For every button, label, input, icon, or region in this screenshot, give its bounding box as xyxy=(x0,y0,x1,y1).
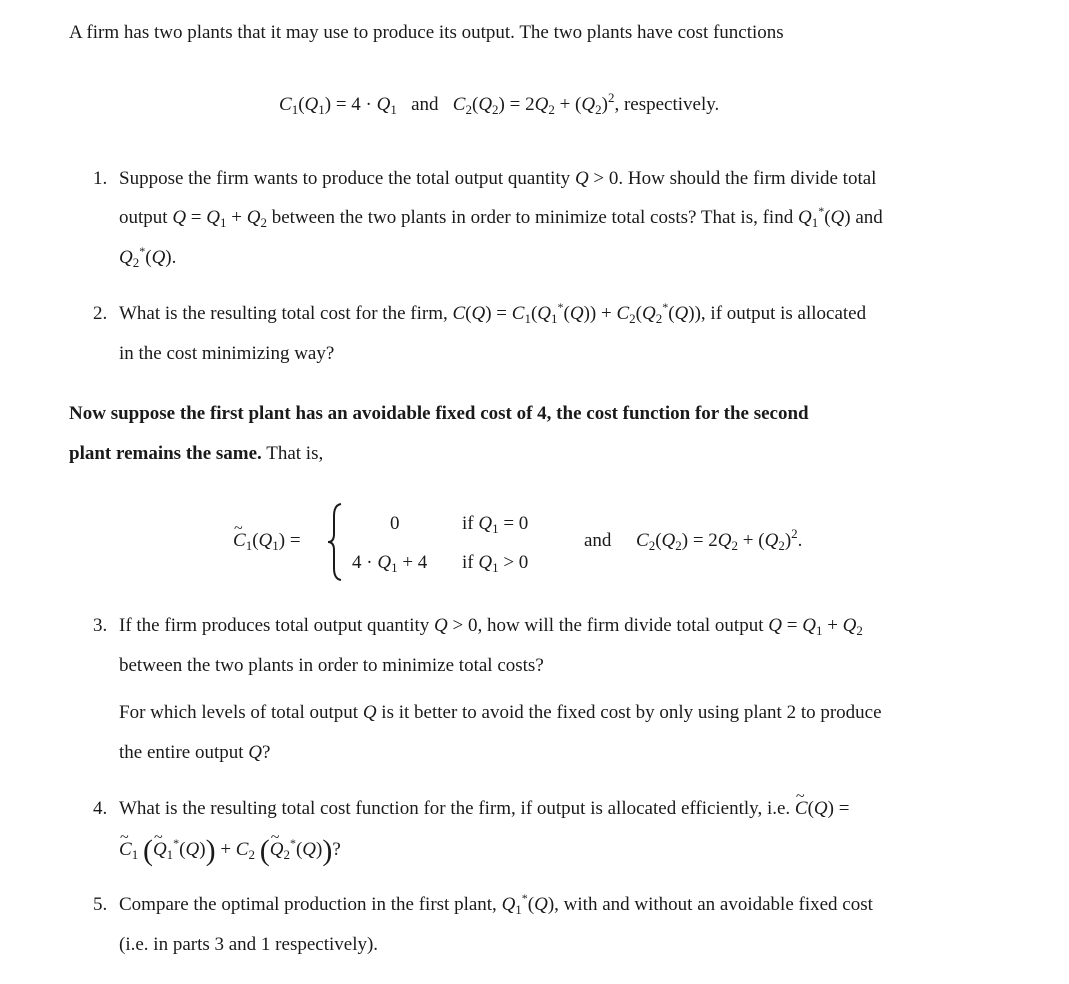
q2-line2: in the cost minimizing way? xyxy=(119,343,335,364)
cost-functions-equation: $C_1(Q_1) = 4 \cdot Q_1$ and $C_2(Q_2) = 2Q_2 + (Q_2)^2$, respectively. xyxy=(279,90,720,117)
q3-line3: For which levels of total output Q is it better to avoid the fixed cost by only using plant 2 to produce xyxy=(119,702,882,723)
q1-line2: output $Q = Q_1 + Q_2$ between the two plants in order to minimize total costs? That is, find $Q_1^*(Q)$ and xyxy=(119,204,883,230)
q4-line2: ~ $C_1$ (~ $Q_1^*(Q)) + C_2$ (~ $Q_2^*(Q)$)? xyxy=(119,838,341,863)
piecewise-lhs: ~ $C_1(Q_1)$ = xyxy=(233,529,301,553)
q5-number: 5. xyxy=(93,894,108,915)
eq1-and: and xyxy=(411,94,439,115)
case1-value: 0 xyxy=(390,513,400,534)
q1-line3: $Q_2^*(Q)$. xyxy=(119,244,177,270)
q3-line4: the entire output Q? xyxy=(119,742,271,763)
q5-line1: Compare the optimal production in the first plant, $Q_1^*(Q)$, with and without an avoidable fixed cost xyxy=(119,891,873,917)
q2-line1: What is the resulting total cost for the firm, $C(Q) = C_1(Q_1^*(Q)) + C_2(Q_2^*(Q))$, if output is allocated xyxy=(119,300,867,326)
case1-condition: if $Q_1 = 0$ xyxy=(462,513,529,536)
q5-line2: (i.e. in parts 3 and 1 respectively). xyxy=(119,934,379,955)
q2-number: 2. xyxy=(93,303,108,324)
q3-number: 3. xyxy=(93,615,108,636)
q4-number: 4. xyxy=(93,798,108,819)
eq1-respectively: , respectively. xyxy=(614,94,720,115)
now-suppose-bold: plant remains the same. xyxy=(69,443,262,464)
q3-line2: between the two plants in order to minimize total costs? xyxy=(119,655,544,676)
intro-text: A firm has two plants that it may use to produce its output. The two plants have cost functions xyxy=(69,22,784,43)
case2-condition: if $Q_1 > 0$ xyxy=(462,552,529,575)
case2-value: $4 \cdot Q_1 + 4$ xyxy=(352,552,428,575)
now-suppose-line2 xyxy=(69,442,323,466)
now-suppose-line1: Now suppose the first plant has an avoidable fixed cost of 4, the cost function for the second xyxy=(69,403,809,424)
left-brace-icon xyxy=(326,502,344,582)
piecewise-c2: $C_2(Q_2) = 2Q_2 + (Q_2)^2$. xyxy=(636,526,803,553)
now-suppose-rest: That is, xyxy=(261,443,324,464)
q3-line1: If the firm produces total output quantity Q > 0, how will the firm divide total output $Q = Q_1 + Q_2$ xyxy=(119,615,863,638)
q1-line1: Suppose the firm wants to produce the total output quantity Q > 0. How should the firm divide total xyxy=(119,168,877,189)
q4-line1: What is the resulting total cost function for the firm, if output is allocated efficiently, i.e. ~ C(Q) = xyxy=(119,797,849,821)
q1-number: 1. xyxy=(93,168,108,189)
piecewise-and: and xyxy=(584,530,612,551)
